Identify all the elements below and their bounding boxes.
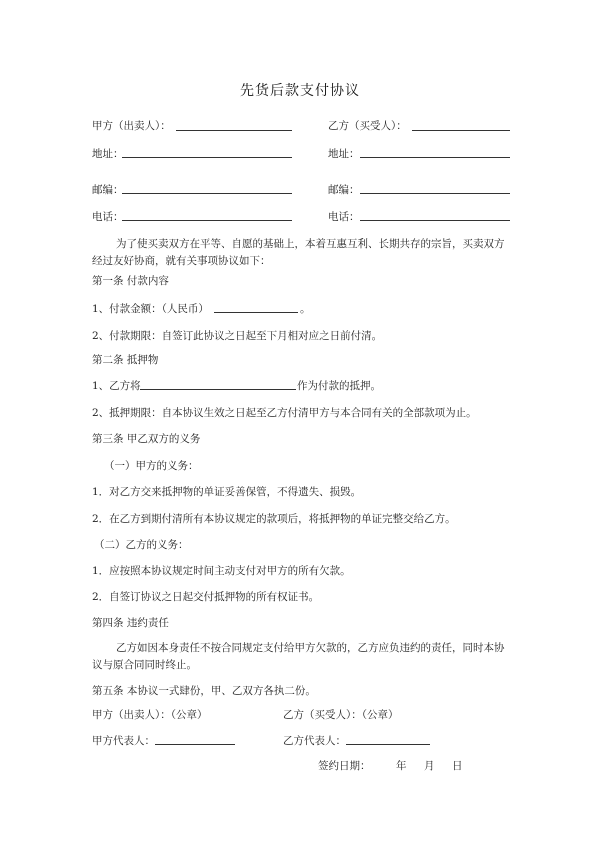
party-a-postcode-blank[interactable]: [122, 193, 292, 194]
article-1-item-2: 2、付款期限：自签订此协议之日起至下月相对应之日前付清。: [92, 330, 383, 342]
article-3-subsection-2: （二）乙方的义务：: [94, 539, 189, 551]
article-3-sub-1-item-2: 2．在乙方到期付清所有本协议规定的款项后，将抵押物的单证完整交给乙方。: [92, 513, 456, 525]
sign-date-month: 月: [424, 760, 435, 772]
article-2-item-2: 2、抵押期限：自本协议生效之日起至乙方付清甲方与本合同有关的全部款项为止。: [92, 407, 477, 419]
sign-date-year: 年: [396, 760, 407, 772]
party-a-postcode-label: 邮编：: [92, 184, 124, 196]
representative-b-blank[interactable]: [346, 744, 430, 745]
party-b-phone-blank[interactable]: [360, 220, 510, 221]
article-3-title: 第三条 甲乙双方的义务: [92, 433, 201, 445]
sign-date-day: 日: [452, 760, 463, 772]
article-3-sub-2-item-1: 1．应按照本协议规定时间主动支付对甲方的所有欠款。: [92, 565, 351, 577]
document-title: 先货后款支付协议: [240, 83, 360, 99]
article-4-title: 第四条 违约责任: [92, 617, 169, 629]
article-3-subsection-1: （一）甲方的义务：: [104, 460, 199, 472]
party-a-blank[interactable]: [176, 130, 292, 131]
party-a-address-label: 地址：: [92, 148, 124, 160]
party-b-blank[interactable]: [412, 130, 510, 131]
party-a-phone-blank[interactable]: [122, 220, 292, 221]
article-5: 第五条 本协议一式肆份，甲、乙双方各执二份。: [92, 685, 316, 697]
article-1-item-1-suffix: 。: [300, 303, 311, 315]
party-b-label: 乙方（买受人）：: [328, 120, 407, 132]
signature-party-a: 甲方（出卖人）：（公章）: [92, 709, 208, 721]
article-2-item-1-prefix: 1、乙方将: [92, 380, 141, 392]
party-b-postcode-blank[interactable]: [360, 193, 510, 194]
party-b-address-blank[interactable]: [360, 157, 510, 158]
article-4-paragraph: 乙方如因本身责任不按合同规定支付给甲方欠款的，乙方应负违约的责任，同时本协议与原合同同时终止。: [92, 642, 505, 671]
article-1-item-1-prefix: 1、付款金额：（人民币）: [92, 303, 209, 315]
party-b-address-label: 地址：: [328, 148, 360, 160]
article-1-title: 第一条 付款内容: [92, 275, 169, 287]
intro-paragraph: 为了使买卖双方在平等、自愿的基础上，本着互惠互利、长期共存的宗旨，买卖双方经过友好协商，就有关事项协议如下：: [92, 238, 505, 267]
representative-a-label: 甲方代表人：: [92, 735, 155, 747]
party-b-postcode-label: 邮编：: [328, 184, 360, 196]
party-a-address-blank[interactable]: [122, 157, 292, 158]
article-3-sub-1-item-1: 1．对乙方交来抵押物的单证妥善保管，不得遗失、损毁。: [92, 486, 362, 498]
party-a-phone-label: 电话：: [92, 211, 124, 223]
sign-date-label: 签约日期：: [318, 760, 371, 772]
payment-amount-blank[interactable]: [214, 312, 298, 313]
party-b-phone-label: 电话：: [328, 211, 360, 223]
collateral-blank[interactable]: [140, 389, 296, 390]
article-2-title: 第二条 抵押物: [92, 354, 159, 366]
representative-b-label: 乙方代表人：: [283, 735, 346, 747]
signature-party-b: 乙方（买受人）：（公章）: [283, 709, 399, 721]
party-a-label: 甲方（出卖人）：: [92, 120, 171, 132]
representative-a-blank[interactable]: [155, 744, 235, 745]
article-3-sub-2-item-2: 2．自签订协议之日起交付抵押物的所有权证书。: [92, 591, 320, 603]
article-2-item-1-suffix: 作为付款的抵押。: [297, 380, 381, 392]
